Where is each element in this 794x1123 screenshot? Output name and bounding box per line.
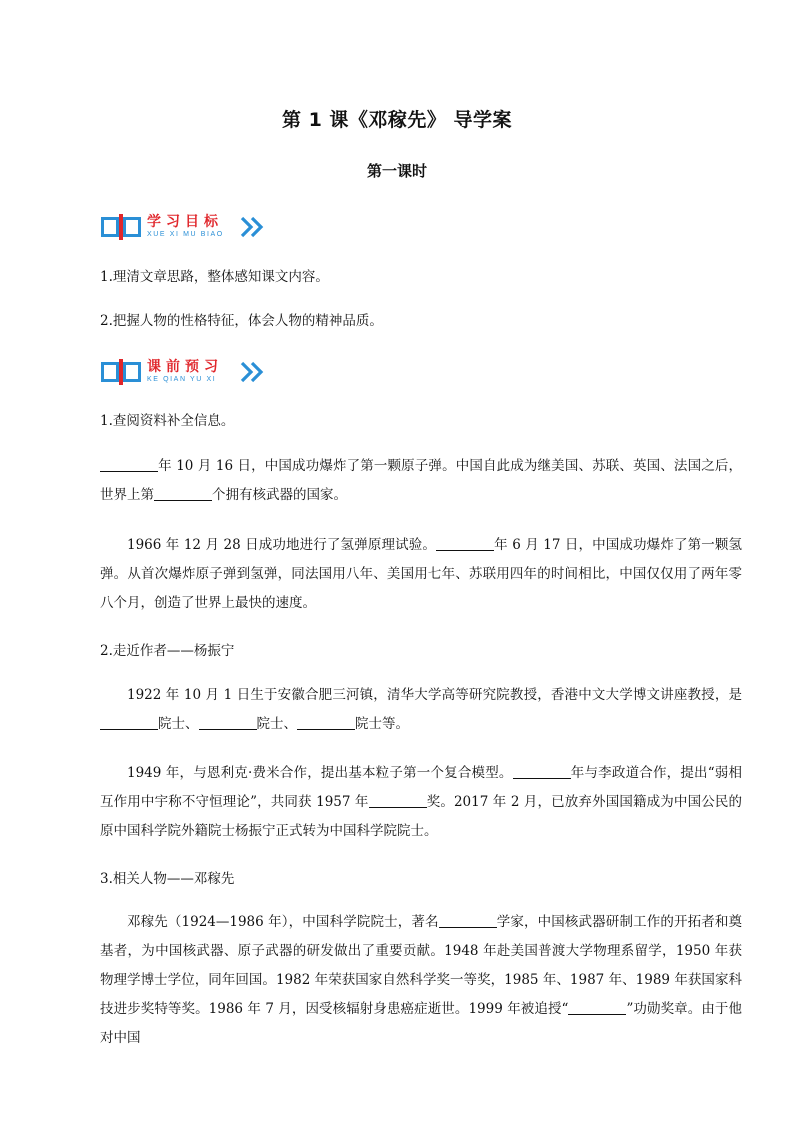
paragraph-text: 院士、: [158, 716, 199, 732]
paragraph-text: 邓稼先（1924—1986 年），中国科学院院士，著名: [127, 914, 439, 930]
section-pinyin: XUE XI MU BIAO: [147, 231, 224, 238]
paragraph-text: 1966 年 12 月 28 日成功地进行了氢弹原理试验。: [127, 537, 436, 553]
fill-blank[interactable]: [297, 715, 355, 730]
section-badge-preview: [100, 355, 280, 389]
fill-blank[interactable]: [154, 486, 212, 501]
paragraph-text: 奖。2017 年 2 月，已放弃外国国籍成为中国公民的原中国科学院外籍院士杨振宁正式转为中国科学院院士。: [100, 794, 742, 839]
fill-blank[interactable]: [436, 536, 494, 551]
goal-item-2: 2.把握人物的性格特征，体会人物的精神品质。: [100, 313, 383, 329]
fill-blank[interactable]: [513, 764, 571, 779]
fill-blank[interactable]: [369, 793, 427, 808]
fill-blank[interactable]: [439, 913, 497, 928]
paragraph-text: 学家，中国核武器研制工作的开拓者和奠基者，为中国核武器、原子武器的研发做出了重要贡献。1948 年赴美国普渡大学物理系留学，1950 年获物理学博士学位，同年回国。1982 年荣获国家自然科学奖一等奖，1985 年、1987 年、1989 年获国家科技进步奖特等奖。1986 年 7 月，因受核辐射身患癌症逝世。1999 年被追授“: [100, 914, 742, 1017]
double-chevron-icon: [240, 361, 266, 383]
fill-blank[interactable]: [100, 457, 158, 472]
book-icon: [100, 214, 142, 240]
section-heading: 学习目标: [147, 214, 223, 230]
paragraph-deng-bio: [100, 908, 742, 1053]
page-title: 第 1 课《邓稼先》 导学案: [281, 109, 513, 131]
paragraph-text: 1949 年，与恩利克·费米合作，提出基本粒子第一个复合模型。: [127, 765, 513, 781]
goal-item-1: 1.理清文章思路，整体感知课文内容。: [100, 269, 329, 285]
section-pinyin: KE QIAN YU XI: [147, 376, 217, 383]
book-icon: [100, 359, 142, 385]
paragraph-text: 年 6 月 17 日，中国成功爆炸了第一颗氢弹。从首次爆炸原子弹到氢弹，同法国用八年、美国用七年、苏联用四年的时间相比，中国仅仅用了两年零八个月，创造了世界上最快的速度。: [100, 537, 742, 611]
paragraph-text: 年 10 月 16 日，中国成功爆炸了第一颗原子弹。中国自此成为继美国、苏联、英国、法国之后，世界上第: [100, 458, 742, 503]
fill-blank[interactable]: [199, 715, 257, 730]
paragraph-text: 个拥有核武器的国家。: [212, 487, 347, 503]
fill-blank[interactable]: [568, 1000, 626, 1015]
section-badge-goals: [100, 210, 280, 244]
paragraph-text: 院士等。: [355, 716, 409, 732]
paragraph-hydrogen-bomb: [100, 531, 742, 618]
paragraph-atomic-bomb: [100, 452, 742, 510]
page-subtitle: 第一课时: [366, 162, 427, 180]
preview-item-2: 2.走近作者——杨振宁: [100, 643, 235, 659]
paragraph-text: 院士、: [256, 716, 297, 732]
preview-item-3: 3.相关人物——邓稼先: [100, 871, 235, 887]
paragraph-text: 1922 年 10 月 1 日生于安徽合肥三河镇，清华大学高等研究院教授，香港中文大学博文讲座教授，是: [127, 687, 742, 703]
fill-blank[interactable]: [100, 715, 158, 730]
double-chevron-icon: [240, 216, 266, 238]
paragraph-text: 年与李政道合作，提出“弱相互作用中宇称不守恒理论”，共同获 1957 年: [100, 765, 742, 810]
paragraph-text: ”功勋奖章。由于他对中国: [100, 1001, 742, 1046]
preview-item-1: 1.查阅资料补全信息。: [100, 413, 235, 429]
section-heading: 课前预习: [147, 359, 223, 375]
paragraph-yang-achievements: [100, 759, 742, 846]
paragraph-yang-bio: [100, 681, 742, 739]
